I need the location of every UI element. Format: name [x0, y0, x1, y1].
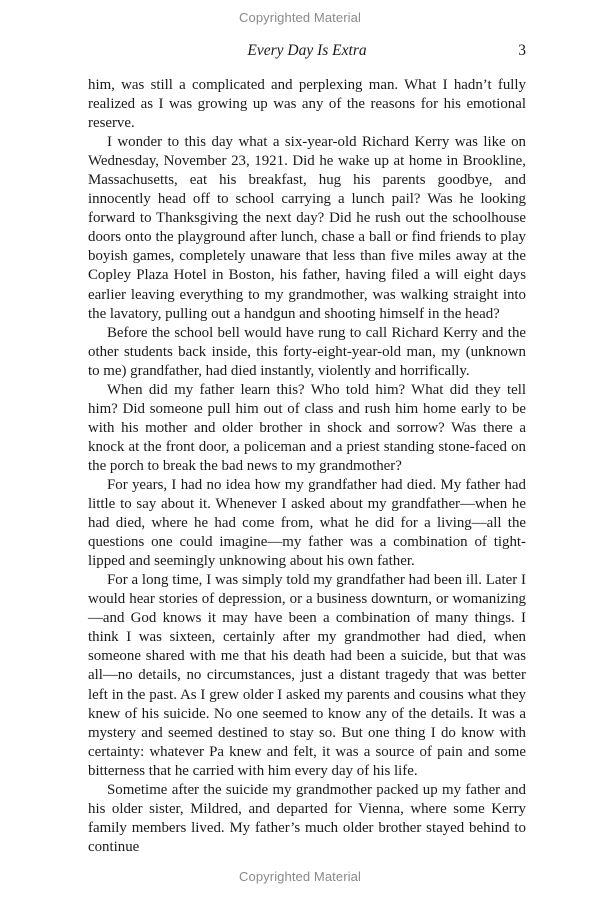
paragraph: For a long time, I was simply told my grandfather had been ill. Later I would hear stories of depression, or a business downturn, or womanizing—and God knows it may have been a combination of many things. I think I was sixteen, certainly after my grandmother had died, when someone shared with me that his death had been a suicide, but that was all—no details, no circumstances, just a distant tragedy that was better left in the past. As I grew older I asked my parents and cousins what they knew of his suicide. No one seemed to know any of the details. It was a mystery and seemed destined to stay so. But one thing I do know with certainty: whatever Pa knew and felt, it was a source of pain and some bitterness that he carried with him every day of his life. [88, 572, 526, 779]
running-title: Every Day Is Extra [247, 42, 367, 59]
copyright-watermark-bottom: Copyrighted Material [239, 869, 361, 884]
paragraph: I wonder to this day what a six-year-old Richard Kerry was like on Wednesday, November 23, 1921. Did he wake up at home in Brookline, Massachusetts, eat his breakfast, hug his parents goodbye, and innocently head off to school carrying a lunch pail? Was he looking forward to Thanksgiving the next day? Did he rush out the schoolhouse doors onto the playground after lunch, chase a ball or find friends to play boyish games, completely unaware that less than five miles away at the Copley Plaza Hotel in Boston, his father, having filed a will eight days earlier leaving everything to my grandmother, was walking straight into the lavatory, pulling out a handgun and shooting himself in the head? [88, 134, 526, 322]
copyright-watermark-top: Copyrighted Material [239, 10, 361, 25]
page-number: 3 [518, 42, 526, 59]
paragraph: For years, I had no idea how my grandfather had died. My father had little to say about it. Whenever I asked about my grandfather—when he had died, where he had come from, what he did for a living—all the questions one could imagine—my father was a combination of tight-lipped and seemingly unknowing about his own father. [88, 476, 526, 570]
body-text [88, 76, 526, 857]
paragraph: Before the school bell would have rung to call Richard Kerry and the other students back inside, this forty-eight-year-old man, my (unknown to me) grandfather, had died instantly, violently and horrifically. [88, 324, 526, 379]
paragraph: him, was still a complicated and perplexing man. What I hadn’t fully realized as I was growing up was any of the reasons for his emotional reserve. [88, 77, 526, 132]
paragraph: Sometime after the suicide my grandmother packed up my father and his older sister, Mildred, and departed for Vienna, where some Kerry family members lived. My father’s much older brother stayed behind to continue [88, 781, 526, 855]
paragraph: When did my father learn this? Who told him? What did they tell him? Did someone pull him out of class and rush him home early to be with his mother and older brother in shock and sorrow? Was there a knock at the front door, a policeman and a priest standing stone-faced on the porch to break the bad news to my grandmother? [88, 381, 526, 474]
running-header [88, 42, 526, 64]
